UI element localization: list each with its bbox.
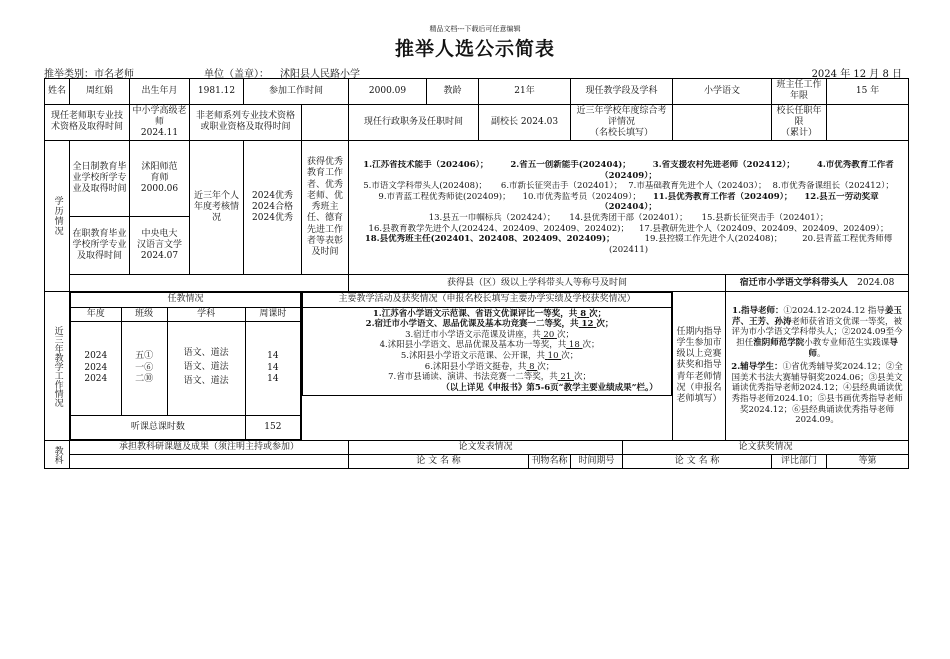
honor-line (351, 192, 906, 203)
exam-label-note: （名校长填写） (590, 128, 654, 138)
activity (309, 340, 670, 351)
honor-item: 4.市优秀教育工作者 (816, 159, 894, 170)
assess-year-1: 2024优秀 (252, 190, 293, 201)
honor-item: 9.市青蓝工程优秀师徒(202409)； (378, 191, 511, 202)
honors-list (349, 141, 909, 275)
fulltime-major: 育师 (150, 173, 169, 184)
honor-item: (202411) (608, 244, 649, 255)
honor-item: 6.市新长征突击手（202401）； (500, 181, 623, 192)
activity-suffix: 次 (589, 308, 598, 319)
guide-text: ①2024.12-2024.12 指导 (783, 306, 885, 317)
honor-item: 2.省五一创新能手(202404)； (510, 159, 631, 170)
total-value: 152 (245, 415, 300, 439)
teaching-table (70, 292, 301, 440)
birth-label: 出生年月 (130, 79, 190, 105)
honor-line (351, 234, 906, 245)
honor-item: 18.县优秀班主任(202401、202408、202409、202409)； (364, 234, 615, 245)
teach-age-label: 教龄 (427, 79, 479, 105)
fulltime-date: 2000.06 (140, 184, 179, 195)
honor-item: 19.县控辍工作先进个人(202408)； (644, 234, 783, 245)
guide-teachers (728, 306, 906, 359)
honor-item: 11.县优秀教育工作者（202409）； (652, 191, 793, 202)
activity-text: 6.沭阳县小学语文挺卷，共 (424, 361, 527, 372)
principal-label-note: （累计） (781, 128, 818, 138)
activity-suffix: 次； (556, 329, 574, 340)
honor-item: 17.县教研先进个人（202409、202409、202409、202409）； (638, 223, 889, 234)
other-title-label: 非老师系列专业技术资格或职业资格及取得时间 (190, 104, 302, 141)
col-class: 班级 (121, 307, 167, 321)
col-subject: 学科 (167, 307, 245, 321)
activity-text: 7.省市县诵读、演讲、书法竞赛一二等奖，共 (388, 372, 558, 383)
work-section-label: 近三年教学工作情况 (45, 292, 70, 441)
award-header: 论文获奖情况 (623, 440, 909, 454)
pub-col-journal: 刊物名称 (529, 455, 571, 469)
leader-date: 2024.08 (857, 277, 895, 288)
teaching-cell (70, 292, 302, 441)
hours: 14 (267, 351, 279, 362)
col-year: 年度 (71, 307, 122, 321)
activity (309, 351, 670, 362)
guide-text: ①省优秀辅导奖2024.12；②全国美术书法大赛辅导铜奖2024.06；③县美文诵读优秀指导老师2024.12；④县经典诵读优秀指导老师2024.10；⑤县书画优秀指导老师奖2024.12；⑥县经典诵读优秀指导老师2024.09。 (731, 362, 903, 426)
top-note: 精品文档---下载后可任意编辑 (429, 25, 521, 33)
fulltime-value (130, 141, 190, 217)
activity-suffix: 次； (561, 351, 579, 361)
honor-line (351, 160, 906, 171)
year: 2024 (84, 351, 108, 362)
assess-year-3: 2024优秀 (252, 213, 293, 224)
total-label: 听课总课时数 (71, 415, 246, 439)
assess-value (244, 141, 302, 275)
activity-count-number: 8 (580, 308, 587, 319)
honor-item: 1.江苏省技术能手（202406）； (363, 159, 489, 170)
activity-count-number: 10 (547, 351, 559, 361)
admin-value: 副校长 2024.03 (479, 104, 571, 141)
activity-suffix: 次； (582, 340, 600, 351)
activity-count (579, 319, 597, 329)
guide-school: 淮阴师范学院 (753, 337, 805, 348)
activity (309, 362, 670, 373)
activity-text: 3.宿迁市小学语文示范课及讲座，共 (405, 329, 541, 340)
head-years-label: 班主任工作年限 (772, 79, 827, 105)
years-cell (71, 321, 122, 415)
project-header: 承担教科研课题及成果（须注明主持或参加） (70, 440, 349, 454)
name-value: 周红娟 (70, 79, 130, 105)
activity-suffix: 次； (537, 361, 555, 372)
head-years-value: 15 年 (827, 79, 909, 105)
inservice-value (130, 217, 190, 275)
title-value-line: 中小学高级老师 (132, 105, 187, 127)
honor-item: 13.县五一巾帼标兵（202424）； (428, 213, 556, 224)
activity-count-number: 12 (581, 319, 594, 330)
inservice-date: 2024.07 (140, 251, 179, 262)
honor-line (351, 213, 906, 224)
honor-line (351, 245, 906, 256)
activity (309, 330, 670, 341)
fulltime-label: 全日制教育毕业学校所学专业及取得时间 (70, 141, 130, 217)
honor-item: 10.市优秀监考员（202409）； (522, 191, 641, 202)
activity: 2.宿迁市小学语文、思品优课及基本功竞赛一二等奖，共 12 次； (365, 319, 614, 330)
inservice-major: 汉语言文学 (136, 240, 182, 251)
unit-value: 沭阳县人民路小学 (280, 69, 360, 80)
stage-label: 现任教学段及学科 (571, 79, 673, 105)
activity-count-number: 20 (543, 329, 555, 340)
teaching-header: 任教情况 (71, 293, 301, 307)
guide-role: 导师 (808, 337, 898, 359)
year: 2024 (84, 373, 108, 384)
hours: 14 (267, 362, 279, 373)
honor-item: （202404）； (600, 202, 657, 213)
activity-count (526, 362, 537, 372)
work-start-value: 2000.09 (349, 79, 427, 105)
year: 2024 (84, 362, 108, 373)
class: 一⑥ (135, 362, 154, 373)
guide-content (726, 292, 909, 441)
class: 五① (135, 351, 154, 362)
name-label: 姓名 (45, 79, 70, 105)
class: 二⑩ (135, 373, 154, 384)
guide-label: 任期内指导学生参加市级以上竞赛获奖和指导青年老师情况（申报名老师填写） (673, 292, 726, 441)
honor-item: 7.市基础教育先进个人（202403）； (628, 181, 767, 192)
activity-count (541, 330, 557, 340)
work-start-label: 参加工作时间 (244, 79, 349, 105)
meta-row (44, 65, 908, 78)
research-section-label: 教科 (45, 440, 70, 469)
edu-blank (70, 275, 349, 292)
title-value (130, 104, 190, 141)
honor-item: 5.市语文学科带头人(202408)； (363, 181, 487, 192)
guide-students-head: 2.辅导学生： (731, 362, 783, 373)
activity-count-number: 8 (529, 361, 535, 372)
assess-year-2: 2024合格 (252, 202, 293, 213)
activities-header: 主要教学活动及获奖情况（申报名校长填写主要办学实绩及学校获奖情况） (303, 293, 672, 307)
page-title: 推举人选公示简表 (394, 38, 555, 60)
honor-item: 12.县五一劳动奖章 (804, 191, 879, 202)
principal-value (827, 104, 909, 141)
honor-line (351, 181, 906, 192)
edu-section-label: 学历情况 (45, 141, 70, 292)
activity-count (558, 372, 574, 382)
exam-label (571, 104, 673, 141)
other-title-value (302, 104, 349, 141)
leader-value (726, 275, 909, 292)
guide-text: 小教专业师范生实践课 (804, 337, 890, 348)
activity-suffix: 次 (596, 319, 605, 330)
activities-list (303, 307, 672, 395)
subject: 语文、道法 (183, 362, 229, 373)
activity-count (545, 351, 561, 361)
project-content (70, 455, 349, 469)
award-col-title: 论 文 名 称 (623, 455, 772, 469)
honor-item: 15.县新长征突击手（202401）； (701, 213, 829, 224)
guide-teachers-head: 1.指导老师： (732, 306, 784, 317)
honor-line (351, 224, 906, 235)
guide-students (728, 362, 906, 426)
hours: 14 (267, 373, 279, 384)
guide-text: 。 (817, 348, 826, 359)
date: 2024 年 12 月 8 日 (811, 69, 902, 80)
honor-item: （202409）； (600, 170, 657, 181)
exam-label-line: 近三年学校年度综合考评情况 (576, 105, 667, 127)
unit-label: 单位（盖章）： (204, 69, 269, 80)
assess-label: 近三年个人年度考核情况 (190, 141, 244, 275)
subject: 语文、道法 (183, 348, 229, 359)
category: 推举类别：市名老师 (44, 69, 134, 80)
guide-text: ②2024.09至今担任 (736, 327, 903, 348)
pub-col-issue: 时间期号 (571, 455, 623, 469)
activity-count-number: 18 (568, 340, 580, 351)
inservice-school: 中央电大 (141, 228, 178, 239)
honor-item: 14.县优秀团干部（202401）； (569, 213, 688, 224)
activity-count (566, 340, 582, 350)
inservice-label: 在职教育毕业学校所学专业及取得时间 (70, 217, 130, 275)
pub-col-title: 论 文 名 称 (349, 455, 529, 469)
activity-text: 1.江苏省小学语文示范课、省语文优课评比一等奖，共 (372, 308, 578, 319)
principal-label-line: 校长任职年限 (776, 105, 822, 127)
hours-cell (245, 321, 300, 415)
title-value-date: 2024.11 (140, 128, 179, 138)
title-label: 现任老师职专业技术资格及取得时间 (45, 104, 130, 141)
award-col-dept: 评比部门 (772, 455, 827, 469)
award-col-grade: 等第 (827, 455, 909, 469)
guide-text: 老师获省语文优课一等奖，被评为市小学语文学科带头人； (731, 316, 903, 338)
principal-label (772, 104, 827, 141)
teach-age-value: 21年 (479, 79, 571, 105)
honor-line (351, 171, 906, 182)
honor-item: 16.县教育教学先进个人(202424、202409、202409、202402)； (368, 223, 629, 234)
honors-label: 获得优秀教育工作者、优秀老师、优秀班主任、德育先进工作者等表彰及时间 (302, 141, 349, 275)
honor-line (351, 202, 906, 213)
activity-suffix: 次； (573, 372, 591, 383)
admin-label: 现任行政职务及任职时间 (349, 104, 479, 141)
fulltime-school: 沭阳师范 (141, 161, 178, 172)
activity: 1.江苏省小学语文示范课、省语文优课评比一等奖，共 8 次； (372, 308, 607, 319)
see-more-note: （以上详见《申报书》第5-6页“教学主要业绩成果”栏。） (441, 382, 658, 393)
honor-item: 20.县青蓝工程优秀师傅 (802, 234, 893, 245)
guide-names: 姜玉芹、王芳、孙涛 (732, 306, 902, 327)
activity-text: 4.沭阳县小学语文、思品优课及基本功一等奖，共 (379, 340, 567, 351)
form-table (44, 78, 909, 469)
activity-text: 5.沭阳县小学语文示范课、公开课，共 (400, 351, 545, 361)
activities-table (302, 292, 672, 395)
col-hours: 周课时 (245, 307, 300, 321)
honor-item: 3.省支援农村先进老师（202412）； (652, 159, 795, 170)
subjects-cell (167, 321, 245, 415)
leader-title: 宿迁市小学语文学科带头人 (739, 277, 848, 288)
honor-item: 8.市优秀备课组长（202412）； (772, 181, 894, 192)
exam-value (673, 104, 772, 141)
leader-label: 获得县（区）级以上学科带头人等称号及时间 (349, 275, 726, 292)
activity-count (577, 309, 589, 319)
classes-cell (121, 321, 167, 415)
activity-count-number: 21 (560, 372, 572, 383)
stage-value: 小学语文 (673, 79, 772, 105)
subject: 语文、道法 (183, 376, 229, 387)
pub-header: 论文发表情况 (349, 440, 623, 454)
activity (309, 372, 670, 383)
activity-text: 2.宿迁市小学语文、思品优课及基本功竞赛一二等奖，共 (365, 319, 579, 330)
birth-value: 1981.12 (190, 79, 244, 105)
activities-cell (302, 292, 673, 441)
